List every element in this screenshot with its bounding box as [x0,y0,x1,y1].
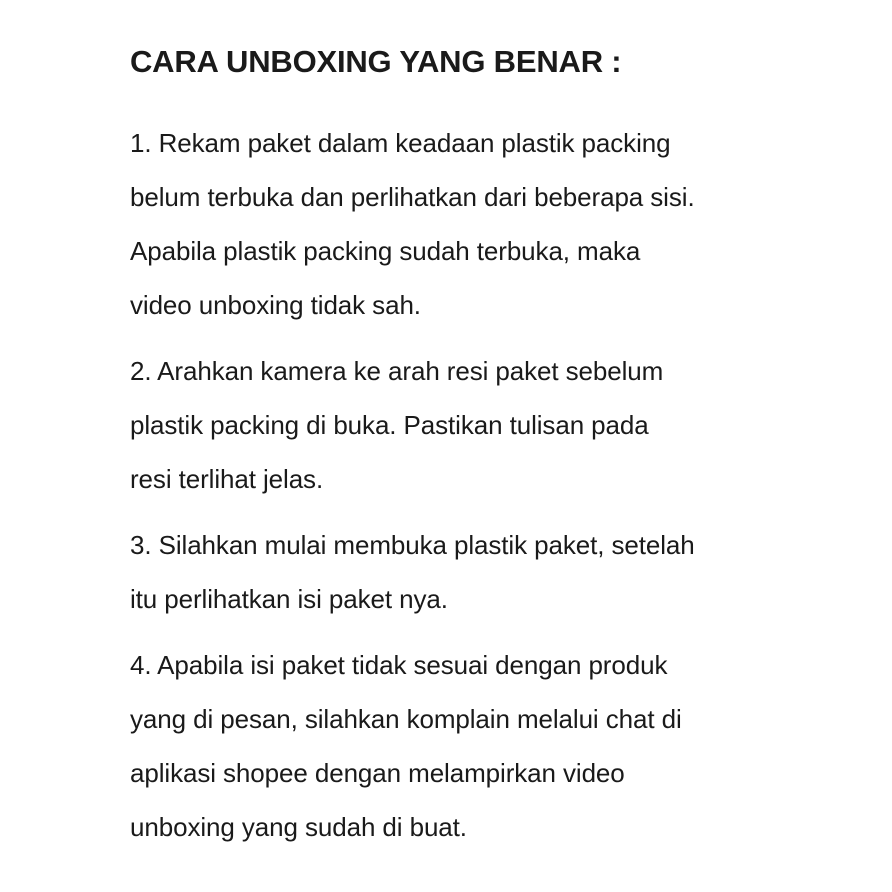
step-4 [130,638,830,854]
step-3-line-1: 3. Silahkan mulai membuka plastik paket, setelah [130,530,695,560]
step-1-line-3: Apabila plastik packing sudah terbuka, maka [130,236,641,266]
step-1-line-2: belum terbuka dan perlihatkan dari beberapa sisi. [130,182,695,212]
step-1-line-4: video unboxing tidak sah. [130,290,421,320]
step-4-line-1: 4. Apabila isi paket tidak sesuai dengan produk [130,650,668,680]
instructions-content [130,42,830,866]
step-4-line-3: aplikasi shopee dengan melampirkan video [130,758,625,788]
step-1-line-1: 1. Rekam paket dalam keadaan plastik packing [130,128,671,158]
step-1 [130,116,830,332]
step-4-line-2: yang di pesan, silahkan komplain melalui chat di [130,704,682,734]
step-3-line-2: itu perlihatkan isi paket nya. [130,584,448,614]
step-2-line-1: 2. Arahkan kamera ke arah resi paket sebelum [130,356,664,386]
page-title: CARA UNBOXING YANG BENAR : [130,44,622,79]
step-2-line-2: plastik packing di buka. Pastikan tulisan pada [130,410,649,440]
step-4-line-4: unboxing yang sudah di buat. [130,812,467,842]
step-2-line-3: resi terlihat jelas. [130,464,324,494]
step-2 [130,344,830,506]
step-3 [130,518,830,626]
